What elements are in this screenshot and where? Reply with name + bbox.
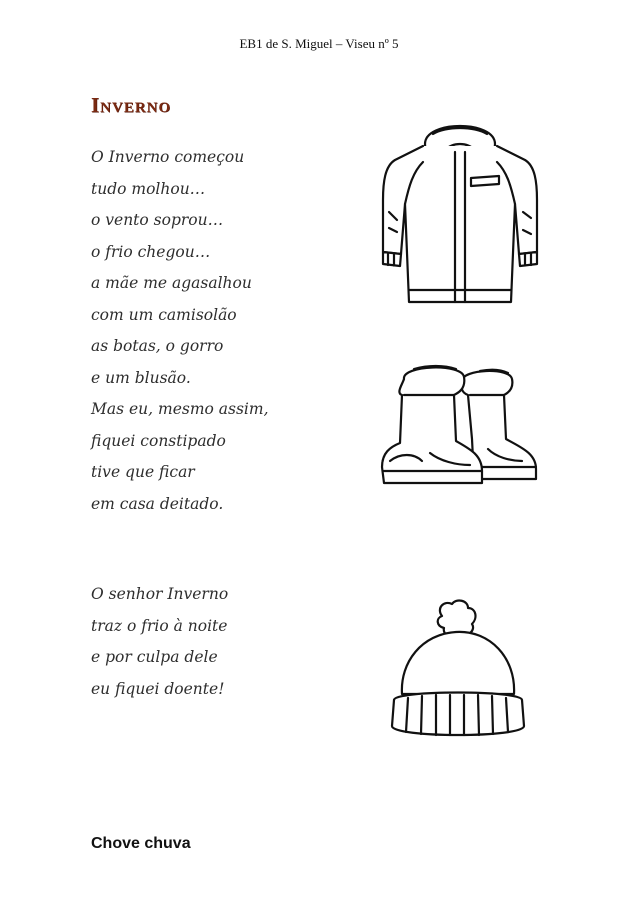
poem-line: traz o frio à noite <box>91 616 228 635</box>
poem-stanza-1 <box>91 142 269 520</box>
poem-line: o vento soprou… <box>91 211 224 229</box>
poem-line: fiquei constipado <box>91 431 226 450</box>
poem-line: e por culpa dele <box>91 648 218 666</box>
jacket-icon <box>375 112 545 312</box>
poem-line: Mas eu, mesmo assim, <box>91 400 269 418</box>
poem-line: eu fiquei doente! <box>91 679 225 698</box>
poem-line: tudo molhou… <box>91 179 206 198</box>
poem-line: a mãe me agasalhou <box>91 274 252 292</box>
poem-stanza-2 <box>91 579 228 705</box>
poem-line: em casa deitado. <box>91 494 224 513</box>
boots-icon <box>370 357 542 493</box>
poem-line: e um blusão. <box>91 368 191 387</box>
poem-line: O Inverno começou <box>91 148 245 166</box>
poem-line: tive que ficar <box>91 463 195 481</box>
poem-title: Inverno <box>91 93 172 117</box>
next-poem-title: Chove chuva <box>91 835 191 852</box>
poem-line: com um camisolão <box>91 305 237 324</box>
poem-line: as botas, o gorro <box>91 337 224 355</box>
page-header: EB1 de S. Miguel – Viseu nº 5 <box>239 36 399 51</box>
beanie-hat-icon <box>378 598 538 744</box>
poem-line: o frio chegou… <box>91 242 211 261</box>
poem-line: O senhor Inverno <box>91 585 229 603</box>
